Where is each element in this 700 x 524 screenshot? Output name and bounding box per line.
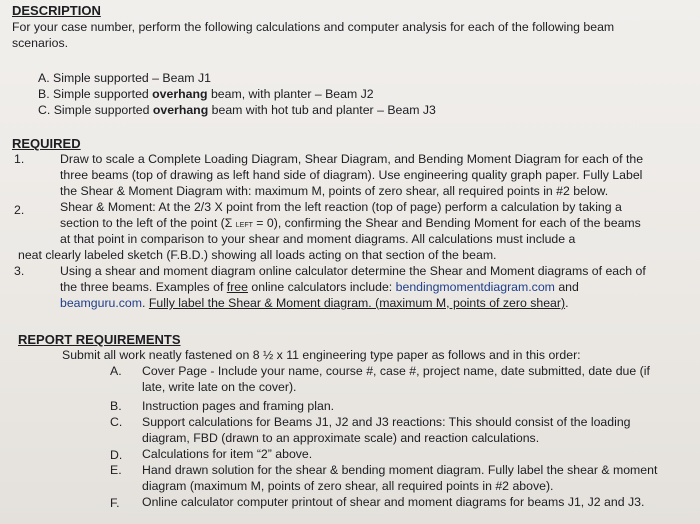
line-text: .: [565, 296, 569, 310]
report-item-b-marker: B.: [110, 399, 122, 413]
label-instruction: Fully label the Shear & Moment diagram. (maximum M, points of zero shear): [148, 296, 566, 310]
report-item-d-line: Calculations for item “2” above.: [142, 447, 313, 461]
free-text: free: [226, 280, 248, 294]
beamguru-link[interactable]: beamguru.com: [60, 296, 143, 310]
item-text: Simple supported – Beam J1: [53, 71, 211, 85]
report-item-e-line: diagram (maximum M, points of zero shear, all required points in #2 above).: [142, 479, 554, 493]
report-item-d-marker: D.: [110, 448, 123, 462]
required-item2-line3: at that point in comparison to your shear and moment diagrams. All calculations must include a: [60, 232, 576, 246]
required-item1-line: Draw to scale a Complete Loading Diagram, Shear Diagram, and Bending Moment Diagram for each of the: [60, 152, 644, 166]
item-text: Simple supported: [53, 103, 153, 117]
description-heading: DESCRIPTION: [12, 3, 101, 18]
required-item3-line3: [60, 295, 569, 311]
required-item2-line1: Shear & Moment: At the 2/3 X point from the left reaction (top of page) perform a calculation by taking a: [60, 200, 622, 214]
item-text-rest: beam, with planter – Beam J2: [207, 87, 374, 101]
required-item3-line2: [60, 279, 579, 295]
report-item-c-marker: C.: [110, 415, 123, 429]
report-item-a-line: Cover Page - Include your name, course #, case #, project name, date submitted, date due (if: [142, 364, 650, 378]
report-item-e-line: Hand drawn solution for the shear & bending moment diagram. Fully label the shear & moment: [142, 463, 658, 477]
item-marker: C.: [38, 103, 51, 117]
required-item3-line1: Using a shear and moment diagram online calculator determine the Shear and Moment diagrams of each of: [60, 264, 646, 278]
line-text: online calculators include:: [247, 280, 396, 294]
report-item-c-line: Support calculations for Beams J1, J2 and J3 reactions: This should consist of the loading: [142, 415, 631, 429]
line-rest: = 0), confirming the Shear and Bending Moment for each of the beams: [252, 216, 641, 230]
item-text-rest: beam with hot tub and planter – Beam J3: [208, 103, 436, 117]
report-item-b-line: Instruction pages and framing plan.: [142, 399, 335, 413]
required-item2-marker: 2.: [14, 203, 25, 217]
required-item1-line: the Shear & Moment Diagram with: maximum M, points of zero shear, all required points in #2 below.: [60, 184, 609, 198]
description-item-c: [38, 102, 436, 118]
required-item1-marker: 1.: [14, 152, 25, 166]
left-subscript: LEFT: [235, 222, 253, 229]
report-item-f-line: Online calculator computer printout of shear and moment diagrams for beams J1, J2 and J3.: [142, 495, 645, 509]
report-item-e-marker: E.: [110, 463, 122, 477]
item-marker: B.: [38, 87, 50, 101]
description-intro-line2: scenarios.: [12, 36, 69, 50]
description-intro-line1: For your case number, perform the following calculations and computer analysis for each of the following beam: [12, 20, 615, 34]
line-text: and: [554, 280, 579, 294]
report-item-c-line: diagram, FBD (drawn to an approximate scale) and reaction calculations.: [142, 431, 540, 445]
required-heading: REQUIRED: [12, 136, 81, 151]
report-intro: Submit all work neatly fastened on 8 ½ x 11 engineering type paper as follows and in this order:: [62, 348, 581, 362]
report-item-f-marker: F.: [110, 496, 120, 510]
description-item-b: [38, 86, 374, 102]
report-heading: REPORT REQUIREMENTS: [18, 332, 181, 347]
bendingmoment-link[interactable]: bendingmomentdiagram.com: [395, 280, 555, 294]
required-item3-marker: 3.: [14, 264, 25, 278]
sum-text: section to the left of the point (Σ: [60, 216, 236, 230]
required-item2-line4: neat clearly labeled sketch (F.B.D.) showing all loads acting on that section of the beam.: [18, 248, 497, 262]
line-text: .: [142, 296, 149, 310]
required-item1-line: three beams (top of drawing as left hand side of diagram). Use engineering quality graph paper. Fully Label: [60, 168, 643, 182]
report-item-a-line: late, write late on the cover).: [142, 380, 297, 394]
item-bold-text: overhang: [152, 87, 208, 101]
description-item-a: [38, 70, 211, 86]
item-marker: A.: [38, 71, 50, 85]
line-text: the three beams. Examples of: [60, 280, 227, 294]
item-text: Simple supported: [53, 87, 153, 101]
item-bold-text: overhang: [152, 103, 209, 117]
report-item-a-marker: A.: [110, 364, 122, 378]
